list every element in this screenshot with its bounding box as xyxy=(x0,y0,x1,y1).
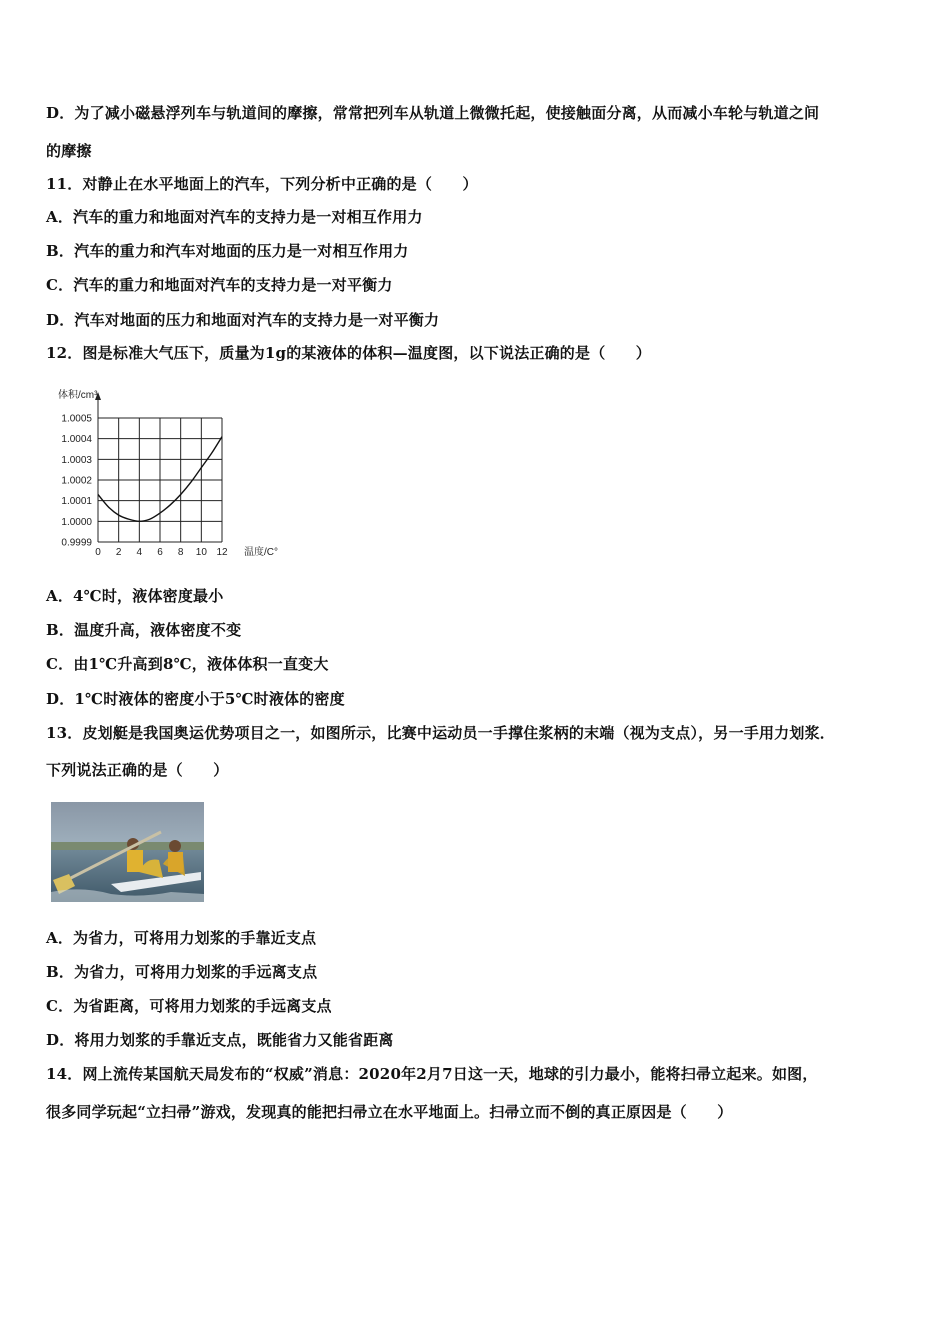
question-11-option-c: C．汽车的重力和地面对汽车的支持力是一对平衡力 xyxy=(46,276,393,294)
question-12-option-a: A．4℃时，液体密度最小 xyxy=(46,587,224,605)
y-tick-label-1: 1.0000 xyxy=(61,516,92,528)
x-tick-label-1: 2 xyxy=(115,547,122,558)
y-tick-label-4: 1.0003 xyxy=(61,454,92,466)
question-13-stem-1: 13．皮划艇是我国奥运优势项目之一，如图所示，比赛中运动员一手撑住浆柄的末端（视为支点），另一手用力划浆． xyxy=(46,724,835,742)
x-tick-label-4: 8 xyxy=(177,547,184,558)
y-tick-label-5: 1.0004 xyxy=(61,434,92,446)
question-14-stem-2: 很多同学玩起“立扫帚”游戏，发现真的能把扫帚立在水平地面上。扫帚立而不倒的真正原因是（ ） xyxy=(46,1103,733,1121)
question-11-option-b: B．汽车的重力和汽车对地面的压力是一对相互作用力 xyxy=(46,242,409,260)
x-tick-label-3: 6 xyxy=(157,547,163,558)
question-13-option-b: B．为省力，可将用力划浆的手远离支点 xyxy=(46,963,318,981)
line-q10-d-1: D．为了减小磁悬浮列车与轨道间的摩擦，常常把列车从轨道上微微托起，使接触面分离，从而减小车轮与轨道之间 xyxy=(46,104,820,122)
kayak-photo xyxy=(51,802,204,902)
y-tick-label-6: 1.0005 xyxy=(61,413,92,425)
question-12-option-c: C．由1℃升高到8℃，液体体积一直变大 xyxy=(46,655,329,673)
y-tick-label-0: 0.9999 xyxy=(61,537,92,549)
question-13-stem-2: 下列说法正确的是（ ） xyxy=(46,761,229,779)
question-12-option-b: B．温度升高，液体密度不变 xyxy=(46,621,242,639)
question-11-option-d: D．汽车对地面的压力和地面对汽车的支持力是一对平衡力 xyxy=(46,311,440,329)
chart-svg xyxy=(40,380,300,570)
y-tick-label-2: 1.0001 xyxy=(61,496,92,508)
y-tick-label-3: 1.0002 xyxy=(61,475,92,487)
x-axis-label: 温度/C° xyxy=(244,547,278,558)
question-12-stem: 12．图是标准大气压下，质量为1g的某液体的体积—温度图，以下说法正确的是（ ） xyxy=(46,344,652,362)
line-q10-d-2: 的摩擦 xyxy=(46,142,92,160)
question-13-option-a: A．为省力，可将用力划浆的手靠近支点 xyxy=(46,929,317,947)
y-axis-label: 体积/cm³ xyxy=(58,390,98,401)
x-tick-label-5: 10 xyxy=(195,547,207,558)
question-11-option-a: A．汽车的重力和地面对汽车的支持力是一对相互作用力 xyxy=(46,208,423,226)
x-tick-label-6: 12 xyxy=(216,547,228,558)
x-tick-label-2: 4 xyxy=(136,547,143,558)
volume-temperature-chart xyxy=(40,380,300,570)
question-13-option-d: D．将用力划浆的手靠近支点，既能省力又能省距离 xyxy=(46,1031,394,1049)
x-tick-label-0: 0 xyxy=(95,547,101,558)
question-11-stem: 11．对静止在水平地面上的汽车，下列分析中正确的是（ ） xyxy=(46,175,478,193)
question-14-stem-1: 14．网上流传某国航天局发布的“权威”消息：2020年2月7日这一天，地球的引力最小，能将扫帚立起来。如图， xyxy=(46,1065,818,1083)
question-13-option-c: C．为省距离，可将用力划浆的手远离支点 xyxy=(46,997,332,1015)
question-12-option-d: D．1℃时液体的密度小于5℃时液体的密度 xyxy=(46,690,345,708)
